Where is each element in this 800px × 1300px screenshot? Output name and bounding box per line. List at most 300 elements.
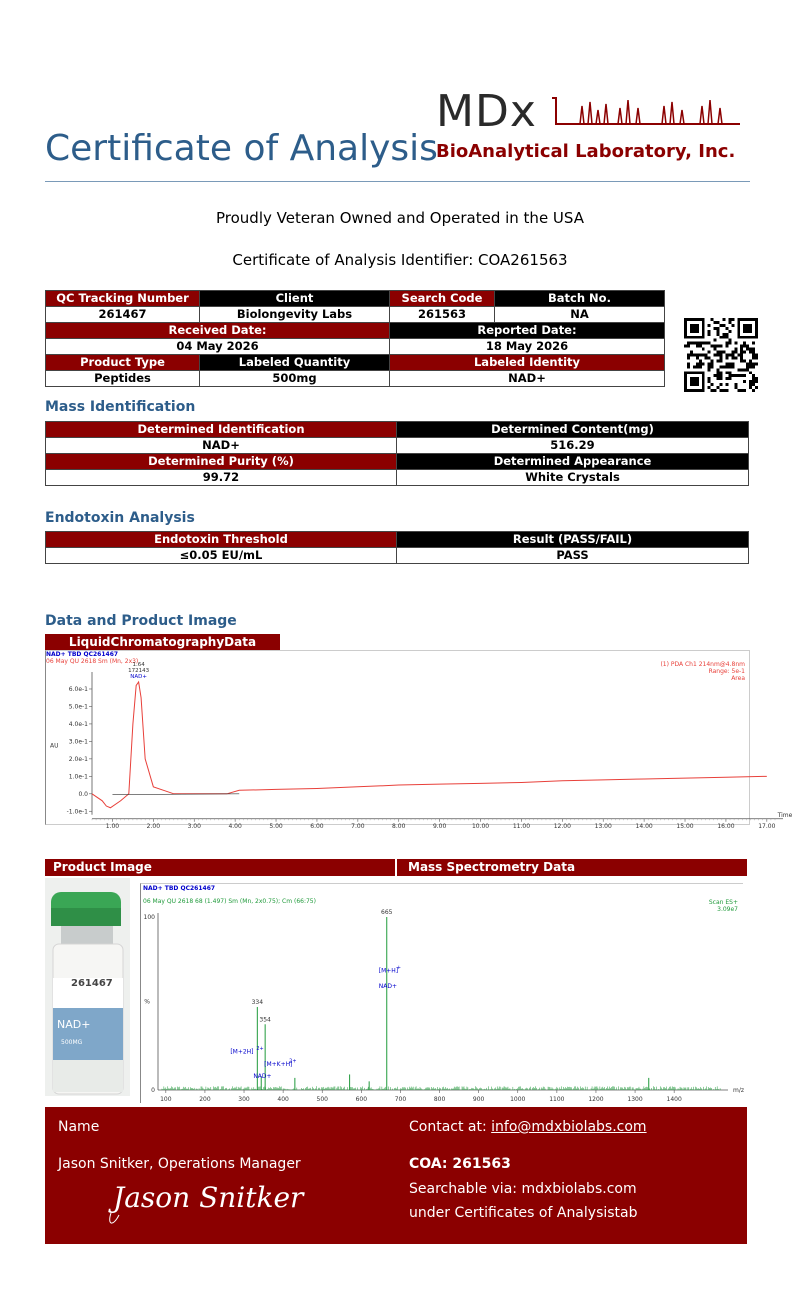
reported-date-label: Reported Date: <box>390 323 665 339</box>
qr-module <box>717 321 720 324</box>
ms-y-tick-100: 100 <box>143 914 155 921</box>
qr-module <box>743 351 746 354</box>
qr-module <box>725 333 728 336</box>
qr-module <box>734 374 737 377</box>
qr-module <box>702 354 705 357</box>
qr-module <box>752 389 755 392</box>
qr-module <box>728 342 731 345</box>
qr-module <box>740 389 743 392</box>
qr-module <box>749 365 752 368</box>
header-divider <box>45 181 750 182</box>
lc-x-tick-label: 14.00 <box>635 822 653 830</box>
endotoxin-threshold-label: Endotoxin Threshold <box>46 532 397 548</box>
qr-module <box>722 336 725 339</box>
qr-module <box>699 342 702 345</box>
qr-module <box>708 380 711 383</box>
lc-x-tick-label: 4.00 <box>228 822 242 830</box>
lc-x-tick-label: 12.00 <box>553 822 571 830</box>
qr-finder-core <box>743 324 752 333</box>
qr-module <box>687 365 690 368</box>
qr-module <box>731 324 734 327</box>
ms-peak-label: 334 <box>251 998 264 1006</box>
qr-module <box>717 368 720 371</box>
lc-x-tick-label: 9.00 <box>432 822 447 830</box>
qr-module <box>708 324 711 327</box>
qr-module <box>717 345 720 348</box>
qr-module <box>699 354 702 357</box>
qr-module <box>696 354 699 357</box>
qr-module <box>746 365 749 368</box>
vial-label-number: 261467 <box>71 978 113 989</box>
labeled-identity-value: NAD+ <box>390 371 665 387</box>
qr-module <box>717 354 720 357</box>
qr-module <box>720 351 723 354</box>
ms-x-tick-label: 900 <box>472 1096 485 1103</box>
qr-module <box>752 362 755 365</box>
qr-module <box>731 362 734 365</box>
lc-peak-rt: 1.64 <box>132 661 145 668</box>
qr-module <box>693 354 696 357</box>
mass-identification-heading: Mass Identification <box>45 399 196 415</box>
lc-y-tick-label: 0.0 <box>78 790 88 798</box>
qr-module <box>728 321 731 324</box>
qr-module <box>755 362 758 365</box>
lc-x-tick-label: 17.00 <box>758 822 776 830</box>
qr-module <box>734 342 737 345</box>
qr-module <box>728 354 731 357</box>
qr-module <box>717 374 720 377</box>
lc-chart-title: NAD+ TBD QC261467 <box>46 651 119 658</box>
qr-module <box>708 365 711 368</box>
qr-module <box>714 327 717 330</box>
lc-baseline <box>112 794 239 795</box>
qr-module <box>722 333 725 336</box>
mass-spec-label: Mass Spectrometry Data <box>408 860 576 874</box>
qr-module <box>731 354 734 357</box>
lc-detector-label: (1) PDA Ch1 214nm@4.8nm <box>660 661 745 668</box>
lc-x-tick-label: 2.00 <box>146 822 161 830</box>
ms-peak-label: 665 <box>381 909 393 916</box>
coa-number: COA: 261563 <box>409 1156 511 1172</box>
qr-finder-core <box>690 324 699 333</box>
lc-chart-subtitle: 06 May QU 2618 Sm (Mn, 2x3) <box>46 658 139 665</box>
qr-module <box>711 318 714 321</box>
lc-y-label: AU <box>50 742 59 750</box>
qr-module <box>705 356 708 359</box>
lc-x-tick-label: 1.00 <box>105 822 120 830</box>
qr-module <box>693 365 696 368</box>
qr-module <box>708 330 711 333</box>
ms-annotation-m2h-charge: 2+ <box>256 1046 264 1053</box>
qr-module <box>720 354 723 357</box>
lc-chromatogram-chart <box>45 650 793 830</box>
page-title: Certificate of Analysis <box>45 128 438 169</box>
qr-module <box>725 362 728 365</box>
qr-module <box>740 351 743 354</box>
lc-x-tick-label: 11.00 <box>512 822 531 830</box>
qr-module <box>722 351 725 354</box>
qr-module <box>743 359 746 362</box>
qr-module <box>731 318 734 321</box>
endotoxin-result-value: PASS <box>397 548 749 564</box>
endotoxin-table <box>45 531 749 564</box>
qr-module <box>725 377 728 380</box>
qr-module <box>696 345 699 348</box>
qr-module <box>743 345 746 348</box>
contact-prefix: Contact at: <box>409 1119 492 1135</box>
product-image-label: Product Image <box>53 860 152 874</box>
qr-module <box>711 365 714 368</box>
ms-peak-label: 354 <box>259 1016 271 1024</box>
endotoxin-result-label: Result (PASS/FAIL) <box>397 532 749 548</box>
qr-module <box>749 371 752 374</box>
qr-module <box>740 354 743 357</box>
lc-data-tab: LiquidChromatographyData <box>45 634 280 651</box>
qr-module <box>737 389 740 392</box>
ms-chart-title: NAD+ TBD QC261467 <box>143 885 216 892</box>
lc-x-unit: Time <box>777 811 793 819</box>
qr-module <box>714 339 717 342</box>
qr-module <box>752 351 755 354</box>
received-date-value: 04 May 2026 <box>46 339 390 355</box>
ms-intensity-label: 3.09e7 <box>717 906 738 913</box>
client-label: Client <box>200 291 390 307</box>
qr-module <box>708 377 711 380</box>
ms-y-label: % <box>144 998 150 1006</box>
qr-module <box>728 318 731 321</box>
qr-module <box>720 371 723 374</box>
vial-label-qty: 500MG <box>61 1039 83 1046</box>
qr-module <box>728 365 731 368</box>
mass-identification-table <box>45 421 749 486</box>
qr-module <box>746 368 749 371</box>
qr-module <box>734 386 737 389</box>
qr-module <box>749 351 752 354</box>
qr-module <box>720 356 723 359</box>
lc-x-tick-label: 3.00 <box>187 822 201 830</box>
qr-module <box>722 389 725 392</box>
qr-module <box>755 356 758 359</box>
qr-module <box>743 380 746 383</box>
qr-module <box>749 348 752 351</box>
qr-module <box>699 362 702 365</box>
qr-module <box>717 377 720 380</box>
reported-date-value: 18 May 2026 <box>390 339 665 355</box>
svg-text:Jason Snitker: Jason Snitker <box>113 1181 304 1214</box>
qr-module <box>690 354 693 357</box>
qr-module <box>696 362 699 365</box>
ms-annotation-mh-charge: + <box>396 964 401 971</box>
qr-module <box>725 365 728 368</box>
ms-x-tick-label: 1200 <box>588 1096 604 1103</box>
qr-module <box>722 365 725 368</box>
qr-module <box>746 345 749 348</box>
qr-module <box>687 345 690 348</box>
ms-annotation-mh: [M+H] <box>378 967 399 975</box>
lc-x-tick-label: 7.00 <box>351 822 365 830</box>
qr-module <box>708 368 711 371</box>
client-value: Biolongevity Labs <box>200 307 390 323</box>
qr-module <box>722 324 725 327</box>
qr-module <box>702 348 705 351</box>
lc-x-tick-label: 5.00 <box>269 822 283 830</box>
lc-y-tick-label: -1.0e-1 <box>66 808 88 816</box>
lc-x-tick-label: 6.00 <box>310 822 324 830</box>
qr-module <box>717 359 720 362</box>
qr-module <box>693 342 696 345</box>
qr-module <box>725 354 728 357</box>
determined-appearance-label: Determined Appearance <box>397 454 749 470</box>
labeled-quantity-label: Labeled Quantity <box>200 355 390 371</box>
qr-module <box>720 324 723 327</box>
qr-module <box>711 359 714 362</box>
qr-module <box>708 351 711 354</box>
ms-chart-subtitle: 06 May QU 2618 68 (1.497) Sm (Mn, 2x0.75); Cm (66:75) <box>143 898 316 905</box>
qr-module <box>696 342 699 345</box>
qr-module <box>711 389 714 392</box>
qr-code-icon[interactable] <box>684 318 758 392</box>
qr-module <box>743 342 746 345</box>
qr-module <box>734 348 737 351</box>
qr-module <box>749 359 752 362</box>
qr-module <box>746 348 749 351</box>
qr-module <box>740 356 743 359</box>
ms-scan-label: Scan ES+ <box>708 899 738 906</box>
qr-module <box>714 348 717 351</box>
qr-module <box>737 374 740 377</box>
qr-module <box>720 389 723 392</box>
mass-spectrum-chart <box>140 883 750 1105</box>
qr-module <box>752 380 755 383</box>
ms-x-tick-label: 300 <box>238 1096 250 1103</box>
lc-x-tick-label: 10.00 <box>471 822 490 830</box>
qr-module <box>708 386 711 389</box>
ms-x-tick-label: 400 <box>277 1096 289 1103</box>
logo-chromatogram-icon <box>550 94 740 130</box>
qr-module <box>696 356 699 359</box>
qr-module <box>717 333 720 336</box>
qr-module <box>722 318 725 321</box>
qr-module <box>731 351 734 354</box>
qc-value: 261467 <box>46 307 200 323</box>
qr-module <box>749 383 752 386</box>
qr-module <box>725 356 728 359</box>
qr-module <box>740 368 743 371</box>
qr-module <box>717 327 720 330</box>
coa-identifier: Certificate of Analysis Identifier: COA261563 <box>232 251 568 269</box>
header-bar-divider <box>395 859 397 876</box>
ms-annotation-m2h: [M+2H] <box>230 1048 254 1056</box>
qr-module <box>752 356 755 359</box>
lc-peak-area: 172143 <box>128 667 150 674</box>
lc-x-tick-label: 13.00 <box>594 822 612 830</box>
qr-module <box>734 351 737 354</box>
lc-x-tick-label: 16.00 <box>717 822 735 830</box>
company-logo <box>432 86 752 166</box>
qr-module <box>728 377 731 380</box>
determined-identification-value: NAD+ <box>46 438 397 454</box>
ms-y-tick-0: 0 <box>151 1087 155 1094</box>
product-type-value: Peptides <box>46 371 200 387</box>
qr-module <box>752 354 755 357</box>
endotoxin-heading: Endotoxin Analysis <box>45 510 195 526</box>
qr-module <box>740 348 743 351</box>
logo-lab-name: BioAnalytical Laboratory, Inc. <box>436 141 736 162</box>
qr-module <box>725 389 728 392</box>
qr-module <box>752 377 755 380</box>
data-section-heading: Data and Product Image <box>45 613 237 629</box>
contact-email-link[interactable]: info@mdxbiolabs.com <box>491 1119 647 1135</box>
contact-line <box>409 1119 647 1135</box>
summary-table <box>45 290 665 387</box>
qr-module <box>725 327 728 330</box>
qr-module <box>720 345 723 348</box>
qr-module <box>699 345 702 348</box>
product-vial-image <box>45 878 130 1096</box>
ms-x-tick-label: 1300 <box>627 1096 643 1103</box>
certificates-line: under Certificates of Analysistab <box>409 1205 638 1221</box>
endotoxin-threshold-value: ≤0.05 EU/mL <box>46 548 397 564</box>
qr-module <box>728 362 731 365</box>
qr-module <box>714 345 717 348</box>
ms-annotation-mkh: [M+K+H] <box>264 1060 293 1068</box>
qr-module <box>728 339 731 342</box>
qr-module <box>717 351 720 354</box>
qr-module <box>743 368 746 371</box>
qr-module <box>746 362 749 365</box>
lc-y-tick-label: 5.0e-1 <box>68 703 88 711</box>
search-code-value: 261563 <box>390 307 495 323</box>
qr-module <box>711 345 714 348</box>
qr-module <box>728 371 731 374</box>
ms-x-tick-label: 1000 <box>510 1096 526 1103</box>
qr-module <box>728 374 731 377</box>
qr-module <box>699 359 702 362</box>
determined-identification-label: Determined Identification <box>46 422 397 438</box>
qr-module <box>708 333 711 336</box>
qr-module <box>734 383 737 386</box>
qr-module <box>740 374 743 377</box>
qr-module <box>714 354 717 357</box>
ms-x-tick-label: 1400 <box>666 1096 682 1103</box>
qr-module <box>740 359 743 362</box>
searchable-line: Searchable via: mdxbiolabs.com <box>409 1181 637 1197</box>
logo-mdx-text: MDx <box>436 86 537 137</box>
determined-content-label: Determined Content(mg) <box>397 422 749 438</box>
ms-x-tick-label: 600 <box>355 1096 368 1103</box>
qr-module <box>687 342 690 345</box>
qr-module <box>752 348 755 351</box>
vial-label-product: NAD+ <box>57 1018 91 1031</box>
qr-module <box>690 351 693 354</box>
ms-x-tick-label: 500 <box>316 1096 328 1103</box>
determined-purity-value: 99.72 <box>46 470 397 486</box>
lc-range-label: Range: 5e-1 <box>708 668 745 675</box>
signature-footer <box>45 1107 747 1244</box>
qr-module <box>702 362 705 365</box>
qr-module <box>705 342 708 345</box>
qr-module <box>720 365 723 368</box>
qr-module <box>711 362 714 365</box>
image-ms-header-bar <box>45 859 747 876</box>
qr-module <box>755 380 758 383</box>
qr-module <box>728 330 731 333</box>
determined-content-value: 516.29 <box>397 438 749 454</box>
qr-module <box>737 354 740 357</box>
qr-module <box>687 356 690 359</box>
ms-x-unit: m/z <box>733 1087 745 1094</box>
ms-annotation-nad2: NAD+ <box>253 1072 272 1080</box>
qr-module <box>731 356 734 359</box>
qr-module <box>720 377 723 380</box>
qr-module <box>755 377 758 380</box>
lc-area-label: Area <box>731 675 745 682</box>
ms-x-tick-label: 100 <box>160 1096 172 1103</box>
qr-module <box>696 365 699 368</box>
labeled-identity-label: Labeled Identity <box>390 355 665 371</box>
lc-trace-line <box>92 682 767 808</box>
signer-name: Jason Snitker, Operations Manager <box>58 1156 301 1172</box>
qr-module <box>720 374 723 377</box>
determined-purity-label: Determined Purity (%) <box>46 454 397 470</box>
qr-module <box>720 336 723 339</box>
qr-module <box>714 389 717 392</box>
batch-label: Batch No. <box>495 291 665 307</box>
qr-module <box>708 356 711 359</box>
qr-module <box>708 342 711 345</box>
lc-x-tick-label: 15.00 <box>676 822 694 830</box>
qr-module <box>752 342 755 345</box>
qr-module <box>743 374 746 377</box>
qr-module <box>725 371 728 374</box>
qr-module <box>714 374 717 377</box>
qr-module <box>711 383 714 386</box>
qr-module <box>684 345 687 348</box>
qr-module <box>743 389 746 392</box>
qr-module <box>699 365 702 368</box>
qr-module <box>731 374 734 377</box>
qr-module <box>725 342 728 345</box>
qc-label: QC Tracking Number <box>46 291 200 307</box>
qr-module <box>720 359 723 362</box>
ms-annotation-nad1: NAD+ <box>378 982 398 990</box>
qr-module <box>725 345 728 348</box>
qr-module <box>755 354 758 357</box>
qr-module <box>687 362 690 365</box>
qr-module <box>740 345 743 348</box>
qr-module <box>725 336 728 339</box>
lc-peak-name: NAD+ <box>130 673 147 680</box>
ms-x-tick-label: 800 <box>433 1096 446 1103</box>
lc-y-tick-label: 6.0e-1 <box>68 685 88 693</box>
determined-appearance-value: White Crystals <box>397 470 749 486</box>
qr-module <box>717 386 720 389</box>
qr-module <box>752 383 755 386</box>
tagline: Proudly Veteran Owned and Operated in the USA <box>216 209 584 227</box>
qr-module <box>749 386 752 389</box>
batch-value: NA <box>495 307 665 323</box>
product-type-label: Product Type <box>46 355 200 371</box>
lc-y-tick-label: 2.0e-1 <box>68 755 88 763</box>
qr-module <box>752 365 755 368</box>
lc-y-tick-label: 1.0e-1 <box>68 773 88 781</box>
labeled-quantity-value: 500mg <box>200 371 390 387</box>
qr-module <box>749 380 752 383</box>
qr-module <box>717 330 720 333</box>
search-code-label: Search Code <box>390 291 495 307</box>
qr-module <box>749 362 752 365</box>
ms-x-tick-label: 700 <box>394 1096 407 1103</box>
